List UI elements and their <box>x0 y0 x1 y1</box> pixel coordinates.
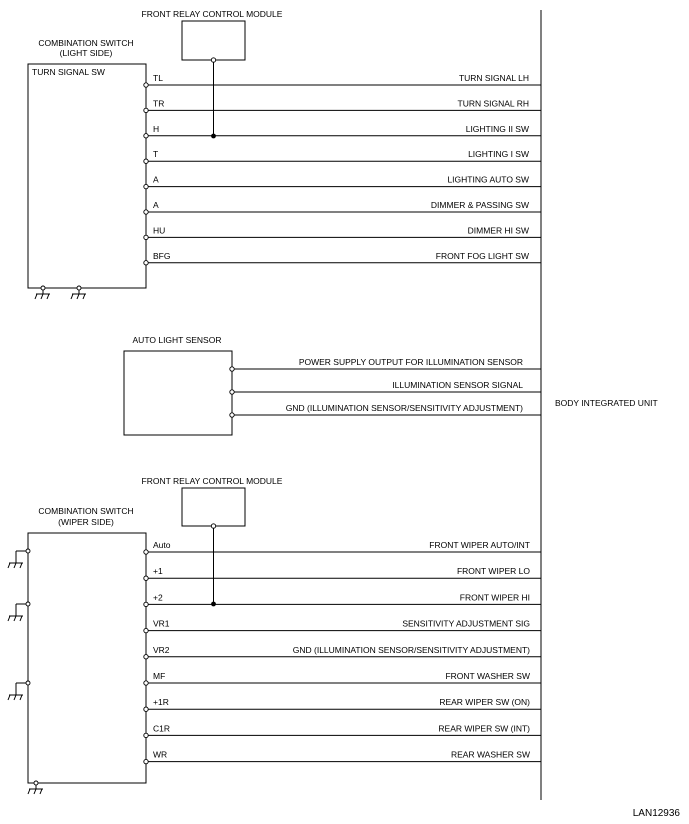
wiper-switch-pin <box>144 628 148 632</box>
wiper-switch-pin-label: WR <box>153 749 168 760</box>
wiper-switch-pin <box>144 655 148 659</box>
wiper-switch-row <box>144 592 541 606</box>
light-switch-row <box>144 124 541 138</box>
wiper-switch-row <box>144 540 541 554</box>
light-switch-signal-label: TURN SIGNAL LH <box>458 73 529 83</box>
light-switch-signal-label: DIMMER HI SW <box>467 225 529 236</box>
switch-wiper-ground-3 <box>8 681 30 700</box>
relay-top-pin <box>211 58 215 62</box>
light-switch-pin-label: H <box>153 123 160 134</box>
wiper-switch-row <box>144 619 541 633</box>
wiper-switch-pin <box>144 576 148 580</box>
wiper-switch-pin-label: C1R <box>153 723 171 734</box>
light-sensor-signal-label: POWER SUPPLY OUTPUT FOR ILLUMINATION SENSOR <box>298 357 523 367</box>
light-sensor-pin <box>230 413 234 417</box>
light-switch-pin-label: HU <box>153 225 166 236</box>
light-switch-pin <box>144 235 148 239</box>
light-switch-pin <box>144 210 148 214</box>
light-switch-row <box>144 175 541 189</box>
wiper-switch-pin-label: Auto <box>153 540 171 550</box>
wiper-switch-pin-label: +2 <box>153 592 163 603</box>
wiper-switch-pin <box>144 707 148 711</box>
light-switch-signal-label: LIGHTING I SW <box>468 149 529 160</box>
light-switch-signal-label: FRONT FOG LIGHT SW <box>435 250 529 261</box>
light-switch-row <box>144 225 541 239</box>
wiper-switch-signal-label: FRONT WIPER HI <box>459 592 530 603</box>
light-switch-pin-label: TL <box>153 73 163 83</box>
light-sensor-signal-label: ILLUMINATION SENSOR SIGNAL <box>392 380 523 390</box>
light-switch-pin <box>144 108 148 112</box>
switch-wiper-title-2: (WIPER SIDE) <box>58 517 114 527</box>
wiper-switch-pin-label: VR2 <box>153 644 170 655</box>
light-switch-pin <box>144 134 148 138</box>
wiper-switch-row <box>144 750 541 764</box>
wiper-switch-signal-label: SENSITIVITY ADJUSTMENT SIG <box>402 618 530 629</box>
light-switch-signal-label: TURN SIGNAL RH <box>457 98 529 109</box>
wiper-switch-pin-label: VR1 <box>153 618 170 629</box>
light-switch-pin <box>144 83 148 87</box>
wiper-switch-pin <box>144 733 148 737</box>
light-sensor-title: AUTO LIGHT SENSOR <box>132 335 222 345</box>
wiper-switch-signal-label: REAR WASHER SW <box>450 749 530 760</box>
wiper-switch-signal-label: FRONT WASHER SW <box>445 671 530 681</box>
light-switch-signal-label: DIMMER & PASSING SW <box>430 200 529 210</box>
wiper-switch-pin <box>144 550 148 554</box>
light-switch-pin <box>144 184 148 188</box>
light-sensor-row <box>230 403 541 417</box>
wiper-switch-row <box>144 566 541 580</box>
relay-bottom-box <box>182 488 245 526</box>
wiper-switch-pin <box>144 759 148 763</box>
light-sensor-box <box>124 351 232 435</box>
light-switch-pin-label: A <box>153 200 159 210</box>
light-sensor-pin <box>230 390 234 394</box>
wiper-switch-signal-label: FRONT WIPER AUTO/INT <box>429 540 530 550</box>
light-sensor-signal-label: GND (ILLUMINATION SENSOR/SENSITIVITY ADJUSTMENT) <box>285 403 523 413</box>
wiper-switch-pin-label: MF <box>153 671 166 681</box>
switch-light-connections <box>144 73 541 265</box>
relay-top-label: FRONT RELAY CONTROL MODULE <box>141 9 283 19</box>
light-switch-row <box>144 200 541 214</box>
light-switch-signal-label: LIGHTING II SW <box>465 123 529 134</box>
switch-wiper-ground-1 <box>8 549 30 568</box>
wiper-switch-row <box>144 671 541 685</box>
wiper-switch-signal-label: GND (ILLUMINATION SENSOR/SENSITIVITY ADJUSTMENT) <box>292 644 530 655</box>
switch-wiper-box <box>28 533 146 783</box>
light-sensor-row <box>230 380 541 394</box>
light-switch-pin-label: T <box>153 149 159 160</box>
body-unit-label: BODY INTEGRATED UNIT <box>555 398 658 408</box>
light-switch-pin-label: A <box>153 174 159 185</box>
relay-top-box <box>182 21 245 60</box>
light-switch-pin <box>144 261 148 265</box>
wiper-switch-row <box>144 723 541 737</box>
wiper-switch-signal-label: REAR WIPER SW (INT) <box>438 723 530 734</box>
light-switch-row <box>144 251 541 265</box>
switch-light-title-1: COMBINATION SWITCH <box>38 38 134 48</box>
wiper-switch-pin <box>144 602 148 606</box>
relay-bottom-label: FRONT RELAY CONTROL MODULE <box>141 476 283 486</box>
diagram-id: LAN12936 <box>632 808 680 819</box>
light-switch-pin <box>144 159 148 163</box>
switch-wiper-title-1: COMBINATION SWITCH <box>38 506 134 516</box>
light-switch-pin-label: TR <box>153 98 165 109</box>
relay-bottom-pin <box>211 524 215 528</box>
wiper-switch-pin-label: +1 <box>153 566 163 577</box>
light-switch-signal-label: LIGHTING AUTO SW <box>447 174 529 185</box>
light-switch-pin-label: BFG <box>153 250 171 261</box>
wiper-switch-row <box>144 697 541 711</box>
light-sensor-connections <box>230 357 541 417</box>
wiper-switch-pin-label: +1R <box>153 697 169 708</box>
wiper-switch-signal-label: REAR WIPER SW (ON) <box>439 697 530 708</box>
wiper-switch-row <box>144 645 541 659</box>
switch-light-inner-label: TURN SIGNAL SW <box>32 67 105 77</box>
wiper-switch-pin <box>144 681 148 685</box>
light-switch-row <box>144 73 541 87</box>
switch-light-box <box>28 64 146 288</box>
light-switch-row <box>144 98 541 112</box>
light-sensor-row <box>230 357 541 371</box>
light-sensor-pin <box>230 367 234 371</box>
wiper-switch-signal-label: FRONT WIPER LO <box>456 566 530 577</box>
switch-light-title-2: (LIGHT SIDE) <box>59 48 113 58</box>
switch-wiper-connections <box>144 540 541 764</box>
switch-wiper-ground-2 <box>8 602 30 621</box>
light-switch-row <box>144 149 541 163</box>
